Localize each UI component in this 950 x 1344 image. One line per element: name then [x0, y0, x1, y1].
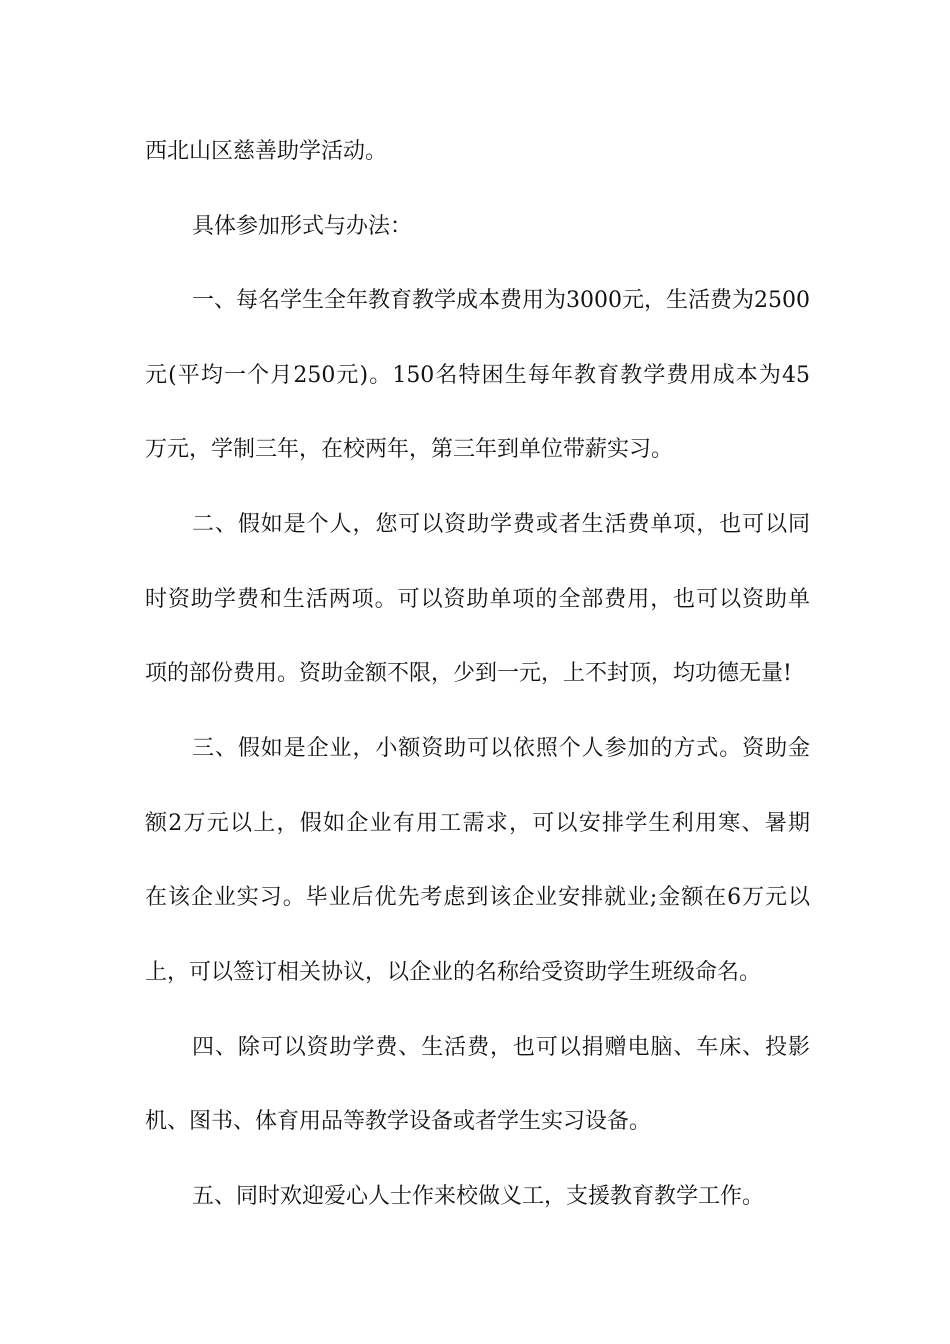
text-line-12: 上，可以签订相关协议，以企业的名称给受资助学生班级命名。	[145, 960, 762, 985]
text-line-1: 西北山区慈善助学活动。	[145, 139, 388, 164]
text-line-8: 项的部份费用。资助金额不限，少到一元，上不封顶，均功德无量!	[145, 661, 792, 686]
text-line-2: 具体参加形式与办法：	[192, 214, 413, 239]
text-line-9: 三、假如是企业，小额资助可以依照个人参加的方式。资助金	[192, 736, 810, 761]
text-line-3: 一、每名学生全年教育教学成本费用为3000元，生活费为2500	[192, 288, 810, 313]
text-line-6: 二、假如是个人，您可以资助学费或者生活费单项，也可以同	[192, 512, 810, 537]
text-line-15: 五、同时欢迎爱心人士作来校做义工，支援教育教学工作。	[192, 1184, 765, 1209]
text-line-11: 在该企业实习。毕业后优先考虑到该企业安排就业;金额在6万元以	[145, 885, 810, 910]
text-line-7: 时资助学费和生活两项。可以资助单项的全部费用，也可以资助单	[145, 587, 810, 612]
text-line-13: 四、除可以资助学费、生活费，也可以捐赠电脑、车床、投影	[192, 1035, 810, 1060]
text-line-14: 机、图书、体育用品等教学设备或者学生实习设备。	[145, 1109, 652, 1134]
text-line-4: 元(平均一个月250元)。150名特困生每年教育教学费用成本为45	[145, 363, 810, 388]
text-line-5: 万元，学制三年，在校两年，第三年到单位带薪实习。	[145, 437, 674, 462]
text-line-10: 额2万元以上，假如企业有用工需求，可以安排学生利用寒、暑期	[145, 811, 810, 836]
